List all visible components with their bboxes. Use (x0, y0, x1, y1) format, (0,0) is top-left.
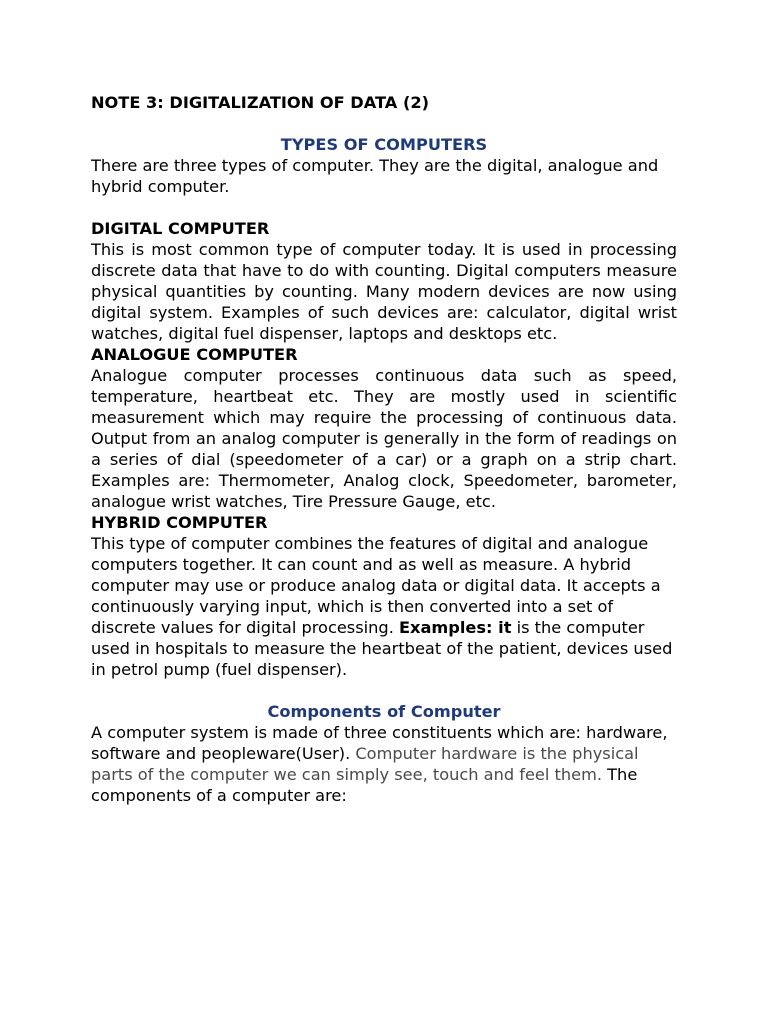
spacer (91, 197, 677, 218)
components-body-grey: Computer hardware is the physical parts of the computer we can simply see, touch and feel them. (91, 744, 639, 784)
hybrid-examples-label: Examples: it (399, 618, 512, 637)
components-body (91, 722, 677, 806)
components-body-before: A computer system is made of three constituents which are: hardware, software and peopleware(User). (91, 723, 668, 763)
hybrid-heading: HYBRID COMPUTER (91, 513, 268, 532)
analogue-body: Analogue computer processes continuous data such as speed, temperature, heartbeat etc. They are mostly used in scientific measurement which may require the processing of continuous data. Output from an analog computer is generally in the form of readings on a series of dial (speedometer of a car) or a graph on a strip chart. Examples are: Thermometer, Analog clock, Speedometer, barometer, analogue wrist watches, Tire Pressure Gauge, etc. (91, 366, 677, 511)
spacer (91, 680, 677, 701)
hybrid-body (91, 533, 677, 680)
document-page (91, 92, 677, 806)
hybrid-body-before: This type of computer combines the features of digital and analogue computers together. It can count and as well as measure. A hybrid computer may use or produce analog data or digital data. It accepts a continuously varying input, which is then converted into a set of discrete values for digital processing. (91, 534, 661, 637)
components-body-after: The components of a computer are: (91, 765, 638, 805)
components-heading: Components of Computer (267, 702, 501, 721)
types-intro: There are three types of computer. They are the digital, analogue and hybrid computer. (91, 156, 659, 196)
document-title: NOTE 3: DIGITALIZATION OF DATA (2) (91, 93, 430, 112)
digital-heading: DIGITAL COMPUTER (91, 219, 270, 238)
digital-body: This is most common type of computer today. It is used in processing discrete data that have to do with counting. Digital computers measure physical quantities by counting. Many modern devices are now using digital system. Examples of such devices are: calculator, digital wrist watches, digital fuel dispenser, laptops and desktops etc. (91, 240, 677, 343)
analogue-heading: ANALOGUE COMPUTER (91, 345, 298, 364)
hybrid-body-after: is the computer used in hospitals to measure the heartbeat of the patient, devices used in petrol pump (fuel dispenser). (91, 618, 673, 679)
types-heading: TYPES OF COMPUTERS (280, 135, 488, 154)
